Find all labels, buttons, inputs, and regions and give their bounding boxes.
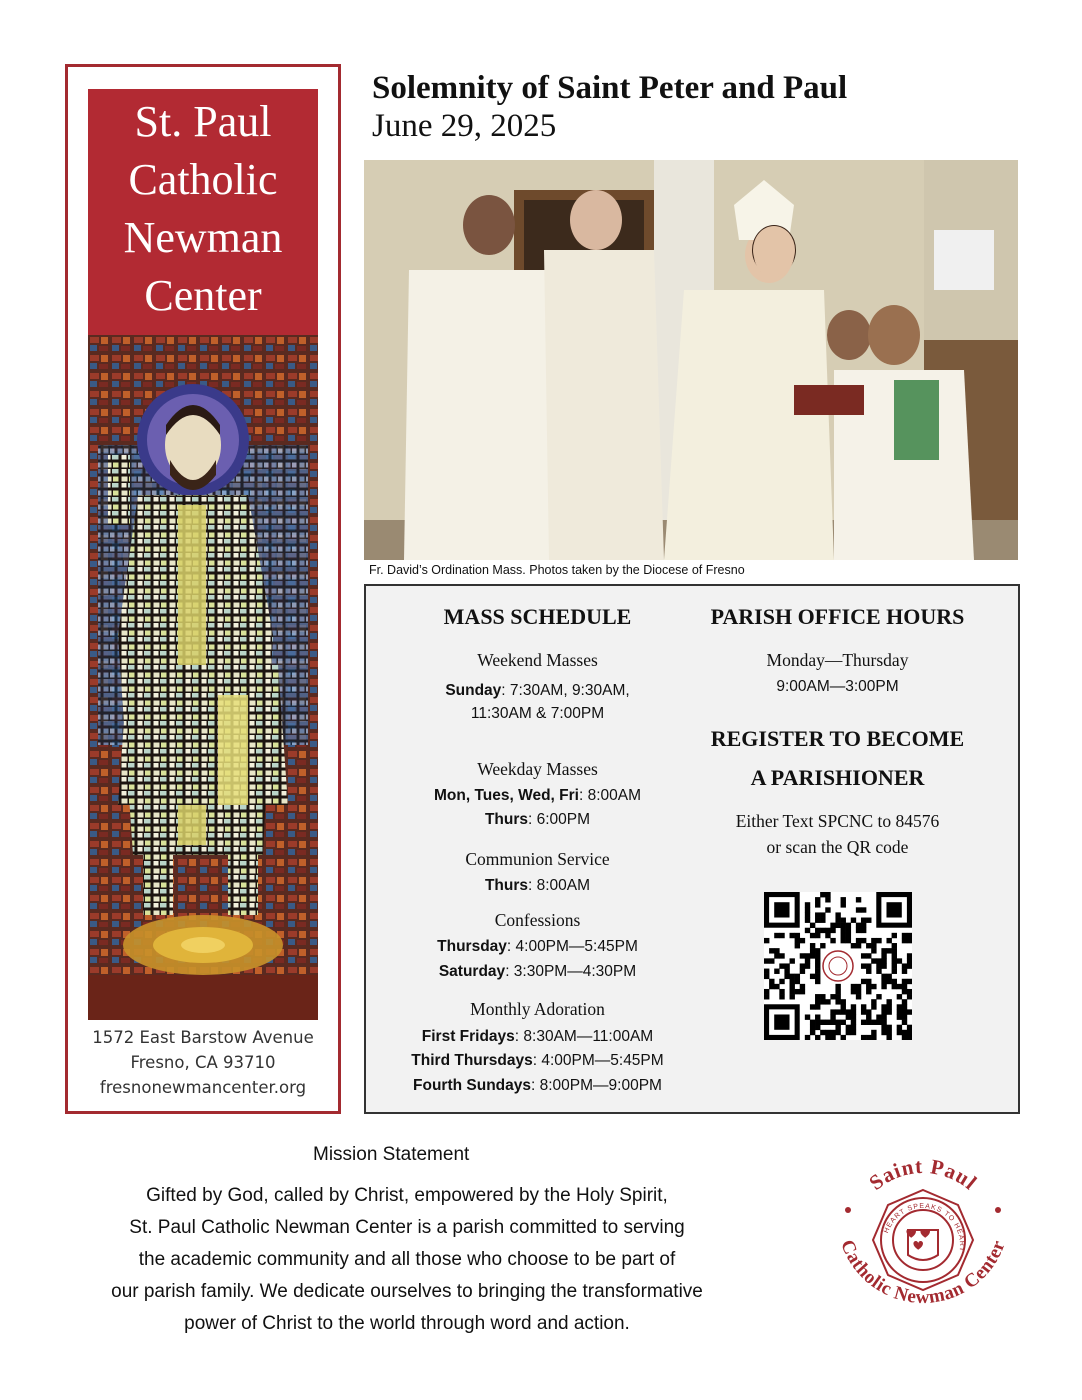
photo-caption: Fr. David’s Ordination Mass. Photos taken by the Diocese of Fresno bbox=[369, 563, 745, 577]
schedule-time: : 4:00PM—5:45PM bbox=[532, 1052, 664, 1069]
schedule-time: : 3:30PM—4:30PM bbox=[505, 963, 637, 980]
schedule-day: Sunday bbox=[445, 682, 502, 699]
office-hours-heading: PARISH OFFICE HOURS bbox=[710, 604, 965, 629]
mission-line: St. Paul Catholic Newman Center is a parish committed to serving bbox=[129, 1217, 685, 1238]
seal-top-text: Saint Paul bbox=[864, 1153, 983, 1195]
office-days: Monday—Thursday bbox=[766, 650, 909, 670]
confessions-line bbox=[396, 935, 679, 959]
confessions-label: Confessions bbox=[494, 910, 581, 930]
schedule-box bbox=[364, 584, 1020, 1114]
register-heading: REGISTER TO BECOME bbox=[710, 726, 965, 751]
weekday-masses-label: Weekday Masses bbox=[477, 759, 598, 779]
page-date: June 29, 2025 bbox=[372, 108, 557, 144]
schedule-day: Thurs bbox=[484, 877, 529, 894]
schedule-time: : 8:00AM bbox=[578, 787, 641, 804]
schedule-day: Thursday bbox=[437, 938, 507, 955]
weekend-masses-label: Weekend Masses bbox=[477, 650, 598, 670]
office-hours: 9:00AM—3:00PM bbox=[776, 678, 899, 695]
schedule-day: Thurs bbox=[484, 811, 529, 828]
schedule-time: : 4:00PM—5:45PM bbox=[506, 938, 638, 955]
schedule-time: : 8:00AM bbox=[528, 877, 591, 894]
qr-code-graphic bbox=[764, 892, 912, 1040]
adoration-line bbox=[396, 1074, 679, 1098]
parish-address bbox=[68, 1025, 338, 1100]
mass-schedule-heading: MASS SCHEDULE bbox=[443, 604, 632, 629]
registration-qr-code[interactable] bbox=[764, 892, 912, 1040]
svg-text:Catholic Newman Center bbox=[836, 1237, 1010, 1308]
schedule-time: : 7:30AM, 9:30AM, bbox=[501, 682, 630, 699]
mission-line: the academic community and all those who choose to be part of bbox=[138, 1249, 676, 1270]
monthly-adoration-label: Monthly Adoration bbox=[470, 999, 605, 1019]
mission-line: power of Christ to the world through word and action. bbox=[184, 1313, 630, 1334]
adoration-line bbox=[396, 1025, 679, 1049]
mission-line: our parish family. We dedicate ourselves to bringing the transformative bbox=[111, 1281, 703, 1302]
schedule-day: Saturday bbox=[438, 963, 506, 980]
ordination-photo-illustration bbox=[364, 160, 1018, 560]
parish-bookmark bbox=[65, 64, 341, 1114]
communion-service-label: Communion Service bbox=[465, 849, 610, 869]
mission-line: Gifted by God, called by Christ, empowered by the Holy Spirit, bbox=[146, 1185, 668, 1206]
schedule-time: : 6:00PM bbox=[528, 811, 591, 828]
stained-glass-christ-illustration bbox=[88, 335, 318, 1020]
schedule-time: : 8:30AM—11:00AM bbox=[514, 1028, 654, 1045]
seal-graphic bbox=[828, 1145, 1018, 1335]
ordination-photo bbox=[364, 160, 1018, 560]
weekend-masses-line bbox=[396, 679, 679, 703]
seal-motto: HEART SPEAKS TO HEART bbox=[883, 1202, 966, 1253]
svg-text:Saint Paul bbox=[864, 1154, 982, 1195]
schedule-day: Third Thursdays bbox=[411, 1052, 533, 1069]
schedule-day: Fourth Sundays bbox=[413, 1077, 532, 1094]
parish-name-line: St. Paul bbox=[134, 97, 272, 146]
mission-statement-text bbox=[60, 1180, 754, 1340]
parish-name-line: Catholic bbox=[128, 155, 278, 204]
schedule-day: First Fridays bbox=[421, 1028, 515, 1045]
confessions-line bbox=[396, 960, 679, 984]
weekday-masses-line bbox=[396, 784, 679, 808]
schedule-time: : 8:00PM—9:00PM bbox=[531, 1077, 662, 1094]
communion-service-line bbox=[396, 874, 679, 898]
parish-name-line: Center bbox=[144, 271, 262, 320]
register-heading: A PARISHIONER bbox=[750, 765, 925, 790]
seal-bottom-text: Catholic Newman Center bbox=[836, 1236, 1010, 1308]
address-line: 1572 East Barstow Avenue bbox=[92, 1028, 314, 1047]
weekday-masses-line bbox=[396, 808, 679, 832]
parish-name-line: Newman bbox=[123, 213, 283, 262]
website-link[interactable]: fresnonewmancenter.org bbox=[99, 1078, 307, 1097]
stained-glass-image bbox=[88, 335, 318, 1020]
page-title: Solemnity of Saint Peter and Paul bbox=[372, 70, 848, 106]
mission-statement-title: Mission Statement bbox=[313, 1144, 470, 1165]
adoration-line bbox=[396, 1049, 679, 1073]
register-instructions: Either Text SPCNC to 84576 bbox=[735, 811, 940, 831]
parish-name-block bbox=[88, 89, 318, 335]
schedule-day: Mon, Tues, Wed, Fri bbox=[434, 787, 579, 804]
weekend-masses-line: 11:30AM & 7:00PM bbox=[470, 705, 605, 722]
address-line: Fresno, CA 93710 bbox=[130, 1053, 276, 1072]
register-instructions: or scan the QR code bbox=[766, 837, 909, 857]
parish-seal-logo bbox=[828, 1145, 1018, 1335]
